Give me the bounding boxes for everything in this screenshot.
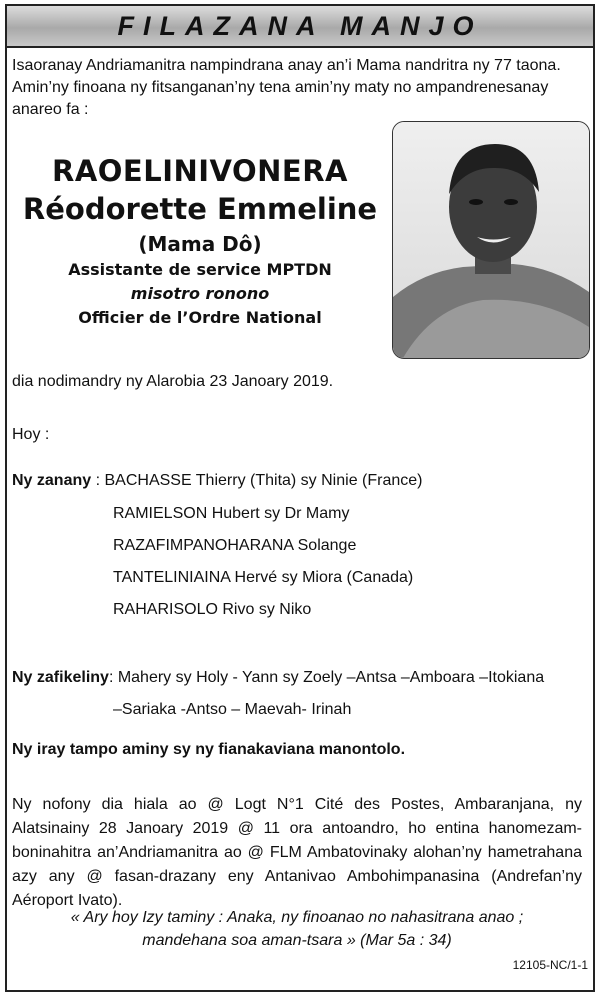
children-label: Ny zanany [12, 472, 92, 489]
death-line: dia nodimandry ny Alarobia 23 Janoary 2019. [12, 373, 334, 390]
family-line: Ny iray tampo aminy sy ny fianakaviana manontolo. [12, 741, 406, 758]
intro-text [12, 55, 582, 121]
grandchildren-list: : Mahery sy Holy - Yann sy Zoely –Antsa –Amboara –Itokiana [108, 669, 545, 686]
quote-line: mandehana soa aman-tsara » (Mar 5a : 34) [142, 932, 452, 949]
notice-title: FILAZANA MANJO [117, 10, 483, 41]
children-first-row [12, 470, 422, 492]
child-item: RAZAFIMPANOHARANA Solange [113, 537, 357, 554]
intro-line: Amin’ny finoana ny fitsanganan’ny tena amin’ny maty no ampandrenesanay [12, 79, 549, 96]
portrait-photo-drawing [393, 122, 589, 358]
deceased-surname: RAOELINIVONERA [51, 154, 348, 188]
reference-code: 12105-NC/1-1 [512, 958, 588, 972]
children-sep: : [91, 472, 101, 489]
bible-quote [12, 906, 582, 952]
child-item: RAHARISOLO Rivo sy Niko [113, 601, 312, 618]
grandchildren-row [12, 667, 544, 689]
portrait-photo-icon [392, 121, 590, 359]
grandchildren-label: Ny zafikeliny [12, 669, 109, 686]
hoy-label: Hoy : [12, 426, 50, 443]
intro-line: Isaoranay Andriamanitra nampindrana anay an’i Mama nandritra ny 77 taona. [12, 57, 561, 74]
deceased-role: Assistante de service MPTDN [68, 260, 332, 279]
deceased-given-names: Réodorette Emmeline [22, 192, 378, 226]
funeral-details: Ny nofony dia hiala ao @ Logt N°1 Cité des Postes, Ambaranjana, ny Alatsinainy 28 Janoary 2019 @ 11 ora antoandro, ho entina hanomezam-boninahitra an’Andriamanitra ao @ FLM Ambatovinaky alohan’ny hametrahana azy any @ fasan-drazany eny Antanivao Ambohimpanasina (Andrefan’ny Aéroport Ivato). [12, 796, 582, 909]
child-item: RAMIELSON Hubert sy Dr Mamy [113, 505, 350, 522]
intro-line: anareo fa : [12, 101, 89, 118]
notice-header [7, 6, 593, 48]
deceased-role: Officier de l’Ordre National [78, 308, 322, 327]
deceased-role: misotro ronono [130, 284, 270, 303]
child-item: BACHASSE Thierry (Thita) sy Ninie (France) [104, 472, 423, 489]
deceased-nickname: (Mama Dô) [138, 232, 262, 256]
quote-line: « Ary hoy Izy taminy : Anaka, ny finoanao no nahasitrana anao ; [70, 909, 524, 926]
grandchildren-list-cont: –Sariaka -Antso – Maevah- Irinah [113, 701, 352, 718]
deceased-name-block [10, 152, 390, 330]
child-item: TANTELINIAINA Hervé sy Miora (Canada) [113, 569, 414, 586]
